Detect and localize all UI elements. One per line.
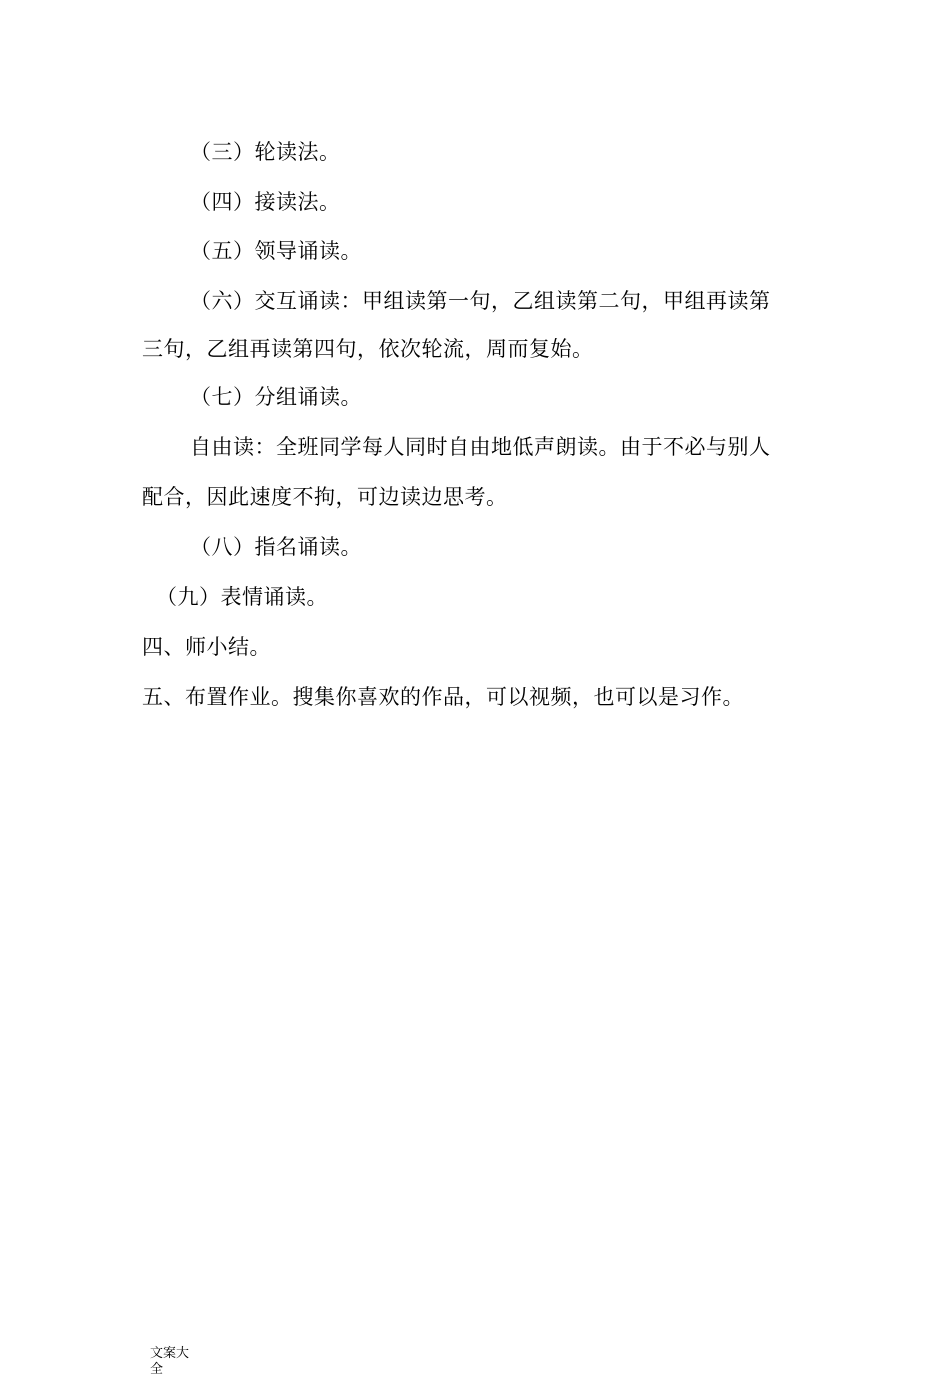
text-line-summary: 四、师小结。 [142, 635, 271, 659]
page-footer: 文案大全 [150, 1346, 190, 1377]
text-line-free-b: 配合，因此速度不拘，可边读边思考。 [142, 485, 508, 509]
text-line-6b: 三句，乙组再读第四句，依次轮流，周而复始。 [142, 337, 594, 361]
text-line-8: （八）指名诵读。 [190, 535, 362, 559]
text-line-6a: （六）交互诵读：甲组读第一句，乙组读第二句，甲组再读第 [190, 289, 771, 313]
text-line-free-a: 自由读：全班同学每人同时自由地低声朗读。由于不必与别人 [190, 435, 771, 459]
text-line-7: （七）分组诵读。 [190, 385, 362, 409]
text-line-5: （五）领导诵读。 [190, 239, 362, 263]
text-line-homework: 五、布置作业。搜集你喜欢的作品，可以视频，也可以是习作。 [142, 685, 744, 709]
text-line-4: （四）接读法。 [190, 190, 341, 214]
text-line-9: （九）表情诵读。 [156, 585, 328, 609]
text-line-3: （三）轮读法。 [190, 140, 341, 164]
